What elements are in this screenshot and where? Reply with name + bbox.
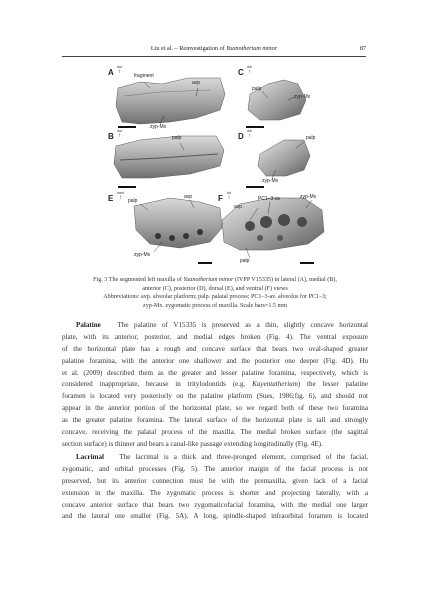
caption-line-4: zyp-Mx. zygomatic process of maxilla. Scale bars=1.5 mm — [143, 302, 287, 309]
running-title — [62, 45, 366, 52]
label-e-zyp: zyp-Mx — [134, 252, 151, 258]
label-e-palp: palp — [128, 198, 138, 204]
caption-line-3: Abbreviations: avp. alveolar platform; palp. palatal process; PC1–3-av. alveolus for PC1–3; — [103, 294, 327, 301]
scale-bar-b — [118, 186, 136, 188]
scale-bar-c — [246, 126, 264, 128]
lacrimal-paragraph — [62, 452, 368, 523]
panel-c-orientation-text: dor — [247, 65, 253, 69]
label-d-palp: palp — [306, 135, 316, 141]
caption-line-1 — [64, 276, 366, 285]
label-a-zyp: zyp-Mx — [150, 124, 167, 130]
panel-d-orientation-text: dor — [247, 129, 253, 133]
text-line: preserved, but its anterior connection must be with the premaxilla, given lack of a facial — [62, 476, 368, 485]
panel-c-letter: C — [238, 68, 244, 77]
text-line: palatine foramina, with the anterior one shallower and the posterior one deeper (Fig. 4D). Hu — [62, 356, 368, 365]
text-span: The palatine of V15335 is preserved as a thin, slightly concave horizontal — [117, 321, 369, 329]
up-arrow-icon: ↑ — [248, 132, 252, 139]
panel-f-letter: F — [218, 194, 223, 203]
label-f-zyp: zyp-Mx — [300, 194, 317, 200]
text-line: of the horizontal plate has a rough and concave surface that bears two oval-shaped greater — [62, 344, 368, 353]
up-arrow-icon: ↑ — [118, 132, 122, 139]
text-line: concave, receiving the palatal process of the maxilla. The medial broken surface (the sagittal — [62, 428, 368, 437]
running-title-prefix: Liu et al. – Reinvestigation of — [150, 45, 227, 52]
genus-name: Kayentatherium — [252, 380, 298, 389]
scale-bar-e — [198, 262, 212, 264]
text-line: as the greater palatine foramina. The lateral surface of the horizontal plate is tall and strongly — [62, 416, 368, 425]
text-line: plate, with its anterior, posterior, and medial edges broken (Fig. 4). The ventral exposure — [62, 332, 368, 341]
label-b-palp: palp — [172, 135, 182, 141]
caption-line-2: anterior (C), posterior (D), dorsal (E), and ventral (F) views — [142, 285, 288, 292]
panel-e-orientation-text: med — [117, 191, 124, 195]
label-c-zyp: zyp-Mx — [294, 94, 311, 100]
panel-f-orientation — [227, 192, 231, 201]
panel-c-orientation — [247, 66, 252, 75]
text-line: et al. (2009) described them as the greater and lesser palatine foramina, respectively, which is — [62, 368, 368, 377]
label-f-palp: palp — [240, 258, 250, 264]
caption-line-1-suffix: (IVPP V15335) in lateral (A), medial (B), — [233, 277, 337, 283]
running-title-species: Yuanotherium minor — [226, 45, 278, 52]
panel-b-letter: B — [108, 132, 114, 141]
label-f-pc: PC1–3-av — [258, 196, 281, 202]
label-d-zyp: zyp-Mx — [262, 178, 279, 184]
label-a-avp: avp — [192, 80, 201, 86]
text-line: section surface) is thinner and bears a canal-like passage extending longitudinally (Fig. 4E). — [62, 439, 323, 448]
panel-e-orientation — [117, 192, 124, 201]
page-number: 87 — [359, 45, 366, 52]
text-line: concave anterior surface that bears two zygomaticofacial foramina, with the medial one larger — [62, 500, 368, 509]
scale-bar-f — [300, 262, 314, 264]
text-line: foramen is located very posteriorly on the palatine platform (Sues, 1986:fig. 6), and should not — [62, 392, 368, 401]
section-heading-lacrimal: Lacrimal — [76, 453, 104, 461]
figure-3 — [100, 66, 332, 270]
panel-a-letter: A — [108, 68, 114, 77]
text-line: zygomatic, and orbital processes (Fig. 5). The anterior margin of the facial process is not — [62, 464, 368, 473]
panel-e-letter: E — [108, 194, 114, 203]
panel-b-orientation-text: dor — [117, 129, 123, 133]
text-line: and the lateral one smaller (Fig. 5A). A long, spindle-shaped infraorbital foramen is located — [62, 512, 368, 521]
specimen-d — [258, 140, 310, 176]
up-arrow-icon: ↑ — [248, 68, 252, 75]
text-span: ) the lesser palatine — [297, 380, 368, 389]
label-c-palp: palp — [252, 86, 262, 92]
text-line: extension in the maxilla. The zygomatic process is shorter and projecting laterally, with a — [62, 488, 368, 497]
up-arrow-icon: ↑ — [227, 194, 231, 201]
header-rule — [62, 56, 366, 57]
label-e-avp: avp — [184, 194, 193, 200]
figure-caption — [64, 276, 366, 310]
panel-b-orientation — [117, 130, 122, 139]
text-span: considered inappropriate, because in tritylodontids (e.g. — [62, 380, 253, 389]
specimen-a — [116, 78, 225, 124]
text-line — [62, 379, 368, 391]
specimen-e — [134, 198, 222, 248]
panel-a-orientation — [117, 66, 122, 75]
label-a-fragment: fragment — [134, 73, 154, 79]
section-heading-palatine: Palatine — [76, 321, 101, 329]
panel-d-letter: D — [238, 132, 244, 141]
up-arrow-icon: ↑ — [119, 194, 122, 201]
text-line — [62, 320, 368, 332]
scale-bar-d — [246, 186, 264, 188]
scale-bar-a — [118, 126, 136, 128]
palatine-paragraph — [62, 320, 368, 451]
panel-a-orientation-text: dor — [117, 65, 123, 69]
text-line — [62, 452, 368, 464]
up-arrow-icon: ↑ — [118, 68, 122, 75]
panel-f-orientation-text: lat — [227, 191, 231, 195]
text-span: The lacrimal is a thick and three-pronged element, comprised of the facial, — [119, 453, 368, 461]
text-line: appear in the anterior portion of the horizontal plate, so we regard both of these two foramina — [62, 404, 368, 413]
label-f-avp: avp — [234, 204, 243, 210]
caption-line-1-prefix: Fig. 3 The segmented left maxilla of — [93, 277, 184, 283]
caption-species: Yuanotherium minor — [183, 277, 234, 283]
panel-d-orientation — [247, 130, 252, 139]
